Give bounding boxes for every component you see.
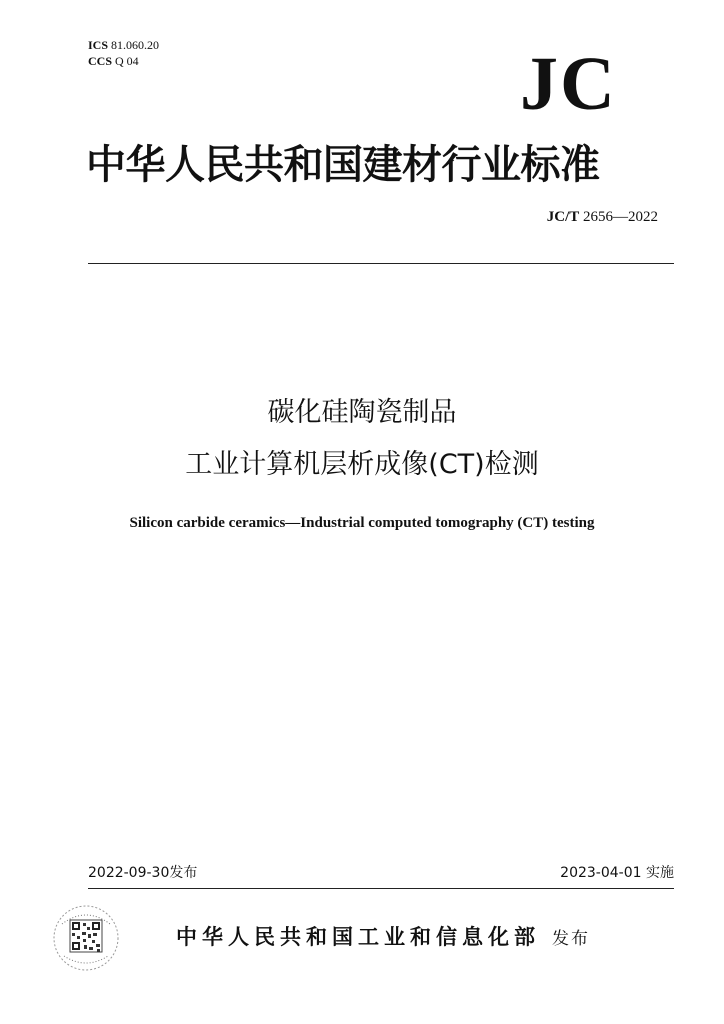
ccs-value: Q 04	[115, 54, 139, 68]
top-divider	[88, 263, 674, 264]
issue-date-label: 发布	[169, 865, 198, 881]
ccs-label: CCS	[88, 54, 113, 68]
ics-label: ICS	[88, 38, 109, 52]
issuing-authority: 中华人民共和国工业和信息化部	[176, 924, 540, 949]
standard-number	[547, 208, 658, 226]
title-chinese-line-1: 碳化硅陶瓷制品	[267, 397, 457, 428]
standard-code: JC/T	[546, 209, 580, 225]
jc-logo: JC	[520, 42, 617, 126]
bottom-divider	[88, 888, 674, 889]
ccs-code	[88, 54, 139, 68]
implementation-date-value: 2023-04-01	[560, 865, 642, 881]
title-english: Silicon carbide ceramics—Industrial computed tomography (CT) testing	[129, 515, 595, 531]
standard-year-number: 2656—2022	[583, 209, 658, 225]
implementation-date-label: 实施	[646, 865, 674, 881]
issue-date-value: 2022-09-30	[88, 865, 170, 881]
industry-standard-title: 中华人民共和国建材行业标准	[86, 141, 600, 188]
ics-code	[88, 38, 159, 52]
qr-code-seal-icon	[52, 904, 120, 972]
ics-value: 81.060.20	[111, 38, 160, 52]
implementation-date	[560, 864, 674, 882]
issue-date	[88, 864, 197, 882]
title-chinese-line-2: 工业计算机层析成像(CT)检测	[185, 449, 539, 480]
issuing-action-label: 发布	[552, 929, 590, 949]
